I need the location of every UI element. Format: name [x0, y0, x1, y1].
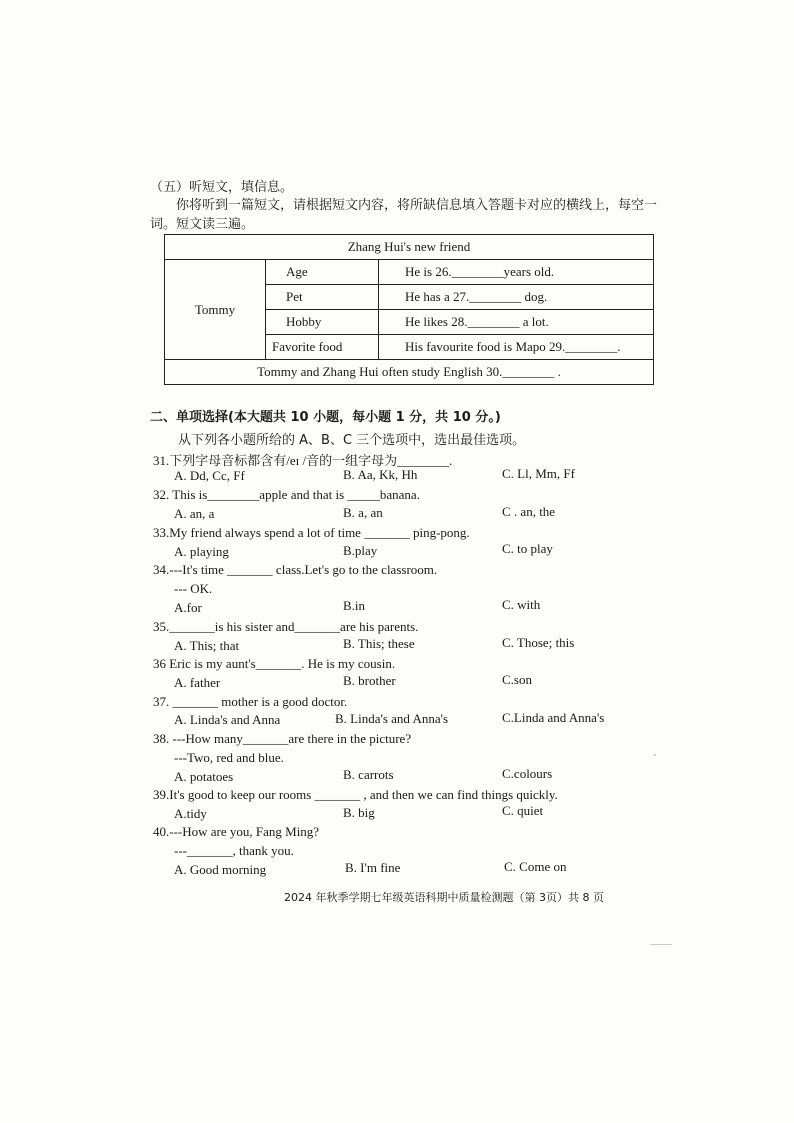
scan-speck	[654, 754, 656, 756]
option-b: B. carrots	[343, 767, 394, 782]
option-b: B. Linda's and Anna's	[335, 711, 449, 726]
part-instruction: 从下列各小题所给的 A、B、C 三个选项中，选出最佳选项。	[178, 433, 526, 448]
option-c: C.son	[502, 672, 532, 687]
question-stem: 35._______is his sister and_______are his parents.	[153, 619, 419, 634]
section-instruction-line2: 词。短文读三遍。	[150, 217, 255, 232]
part-title: 二、单项选择(本大题共 10 小题，每小题 1 分，共 10 分。)	[150, 410, 501, 425]
question-stem: 37. _______ mother is a good doctor.	[153, 694, 348, 709]
option-a: A.tidy	[174, 806, 207, 821]
page-footer: 2024 年秋季学期七年级英语科期中质量检测题（第 3页）共 8 页	[284, 891, 604, 904]
option-a: A. playing	[174, 544, 229, 559]
question-stem: 34.---It's time _______ class.Let's go to the classroom.	[153, 562, 438, 577]
option-a: A. an, a	[174, 506, 215, 521]
option-a: A. This; that	[174, 638, 240, 653]
option-c: C. with	[502, 597, 541, 612]
option-b: B. I'm fine	[345, 860, 401, 875]
table-header: Zhang Hui's new friend	[165, 235, 654, 260]
option-c: C. Those; this	[502, 635, 575, 650]
section-title: （五）听短文，填信息。	[150, 180, 294, 195]
table-footer: Tommy and Zhang Hui often study English 30.________ .	[165, 360, 654, 385]
info-table	[164, 234, 654, 385]
option-a: A. Linda's and Anna	[174, 712, 281, 727]
option-c: C.colours	[502, 766, 553, 781]
question-stem: 39.It's good to keep our rooms _______ , and then we can find things quickly.	[153, 787, 558, 802]
table-row-value: He is 26.________years old.	[379, 260, 654, 285]
question-stem-reply: ---_______, thank you.	[174, 843, 294, 858]
question-stem-reply: ---Two, red and blue.	[174, 750, 284, 765]
table-person: Tommy	[165, 260, 266, 360]
option-b: B.play	[343, 543, 378, 558]
option-c: C . an, the	[502, 504, 556, 519]
option-a: A. Dd, Cc, Ff	[174, 468, 245, 483]
question-stem: 36 Eric is my aunt's_______. He is my cousin.	[153, 656, 396, 671]
scan-speck	[650, 944, 672, 945]
option-c: C. to play	[502, 541, 553, 556]
table-row-value: He likes 28.________ a lot.	[379, 310, 654, 335]
option-b: B. Aa, Kk, Hh	[343, 467, 418, 482]
table-row-label: Age	[266, 260, 379, 285]
option-a: A. Good morning	[174, 862, 267, 877]
question-stem: 38. ---How many_______are there in the picture?	[153, 731, 412, 746]
option-b: B. a, an	[343, 505, 383, 520]
question-stem: 33.My friend always spend a lot of time _______ ping-pong.	[153, 525, 470, 540]
option-b: B. This; these	[343, 636, 415, 651]
option-b: B.in	[343, 598, 366, 613]
question-stem: 40.---How are you, Fang Ming?	[153, 824, 320, 839]
question-stem: 31.下列字母音标都含有/eɪ /音的一组字母为________.	[153, 453, 453, 468]
option-a: A.for	[174, 600, 202, 615]
table-row-label: Hobby	[266, 310, 379, 335]
table-row-label: Favorite food	[266, 335, 379, 360]
question-stem: 32. This is________apple and that is _____banana.	[153, 487, 420, 502]
section-instruction-line1: 你将听到一篇短文，请根据短文内容，将所缺信息填入答题卡对应的横线上，每空一	[176, 198, 658, 213]
option-b: B. big	[343, 805, 375, 820]
table-row-value: He has a 27.________ dog.	[379, 285, 654, 310]
option-a: A. father	[174, 675, 221, 690]
option-c: C. quiet	[502, 803, 544, 818]
option-c: C.Linda and Anna's	[502, 710, 605, 725]
table-row-value: His favourite food is Mapo 29.________.	[379, 335, 654, 360]
option-b: B. brother	[343, 673, 396, 688]
option-c: C. Come on	[504, 859, 567, 874]
question-stem-reply: --- OK.	[174, 581, 213, 596]
table-row-label: Pet	[266, 285, 379, 310]
option-c: C. Ll, Mm, Ff	[502, 466, 575, 481]
option-a: A. potatoes	[174, 769, 234, 784]
